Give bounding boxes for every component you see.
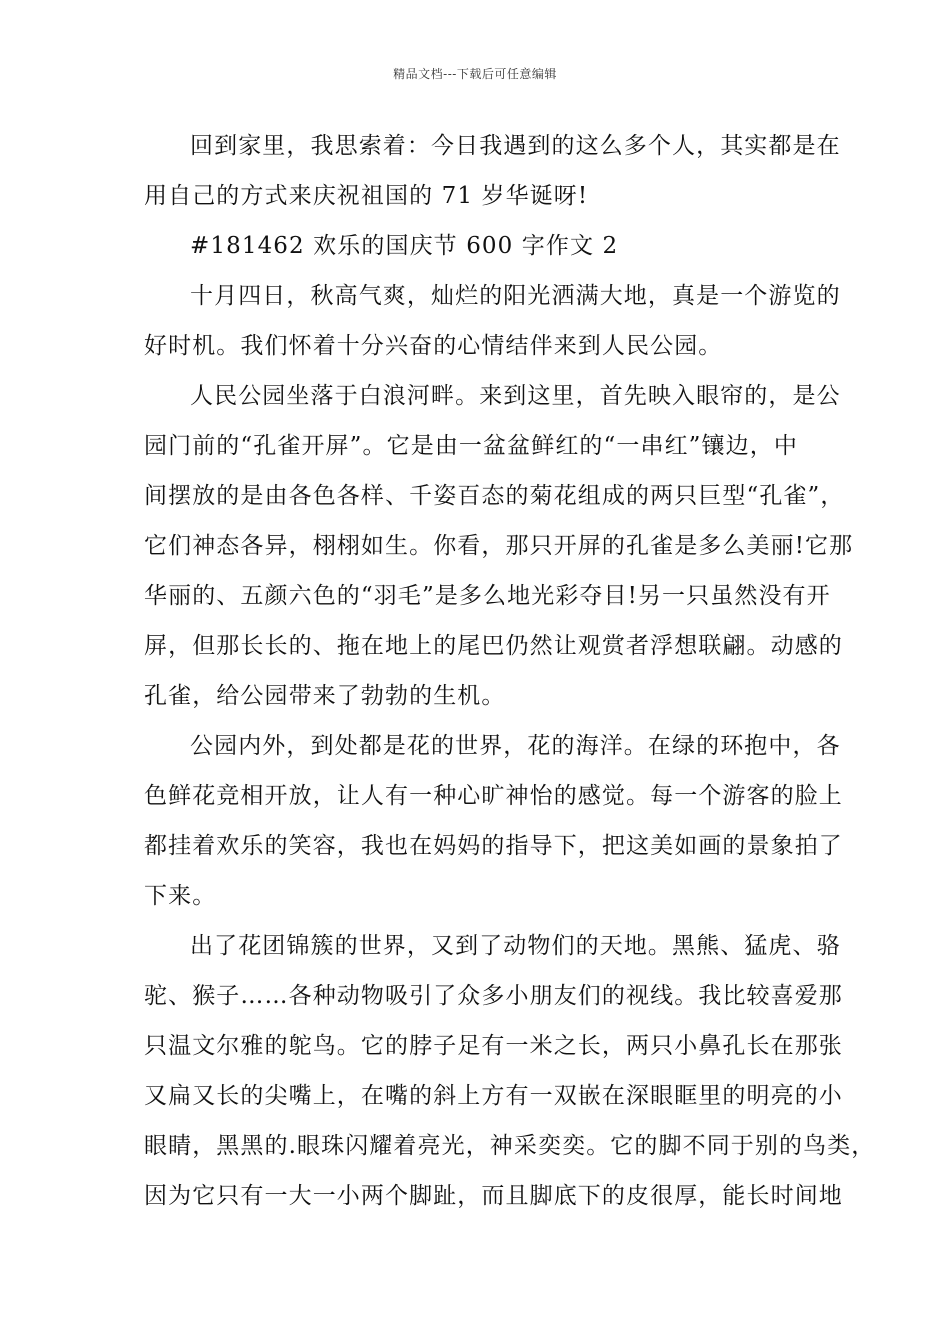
page-header: 精品文档---下载后可任意编辑 [393, 67, 557, 81]
text-line: 人民公园坐落于白浪河畔。来到这里，首先映入眼帘的，是公 [190, 383, 841, 409]
text-line: 只温文尔雅的鸵鸟。它的脖子足有一米之长，两只小鼻孔长在那张 [144, 1033, 843, 1059]
text-line: 色鲜花竞相开放，让人有一种心旷神怡的感觉。每一个游客的脸上 [144, 783, 843, 809]
text-line: 驼、猴子……各种动物吸引了众多小朋友们的视线。我比较喜爱那 [144, 983, 843, 1009]
text-line: 好时机。我们怀着十分兴奋的心情结伴来到人民公园。 [144, 333, 723, 359]
text-line: 园门前的“孔雀开屏”。它是由一盆盆鲜红的“一串红”镶边，中 [144, 433, 798, 459]
text-line: 屏，但那长长的、拖在地上的尾巴仍然让观赏者浮想联翩。动感的 [144, 633, 843, 659]
text-line: 间摆放的是由各色各样、千姿百态的菊花组成的两只巨型“孔雀”， [144, 483, 845, 509]
text-line: 十月四日，秋高气爽，灿烂的阳光洒满大地，真是一个游览的 [190, 283, 841, 309]
text-line: 都挂着欢乐的笑容，我也在妈妈的指导下，把这美如画的景象拍了 [144, 833, 843, 859]
text-line: 回到家里，我思索着：今日我遇到的这么多个人，其实都是在 [190, 133, 841, 159]
text-line: 因为它只有一大一小两个脚趾，而且脚底下的皮很厚，能长时间地 [144, 1183, 843, 1209]
text-line: 下来。 [144, 883, 217, 909]
essay-title-line: #181462 欢乐的国庆节 600 字作文 2 [190, 233, 619, 259]
text-line: 公园内外，到处都是花的世界，花的海洋。在绿的环抱中，各 [190, 733, 841, 759]
text-line: 华丽的、五颜六色的“羽毛”是多么地光彩夺目!另一只虽然没有开 [144, 583, 831, 609]
text-line: 出了花团锦簇的世界，又到了动物们的天地。黑熊、猛虎、骆 [190, 933, 841, 959]
text-line: 用自己的方式来庆祝祖国的 71 岁华诞呀! [144, 183, 589, 209]
text-line: 孔雀，给公园带来了勃勃的生机。 [144, 683, 506, 709]
text-line: 它们神态各异，栩栩如生。你看，那只开屏的孔雀是多么美丽!它那 [144, 533, 854, 559]
text-line: 眼睛，黑黑的.眼珠闪耀着亮光，神采奕奕。它的脚不同于别的鸟类， [144, 1133, 876, 1159]
text-line: 又扁又长的尖嘴上，在嘴的斜上方有一双嵌在深眼眶里的明亮的小 [144, 1083, 843, 1109]
